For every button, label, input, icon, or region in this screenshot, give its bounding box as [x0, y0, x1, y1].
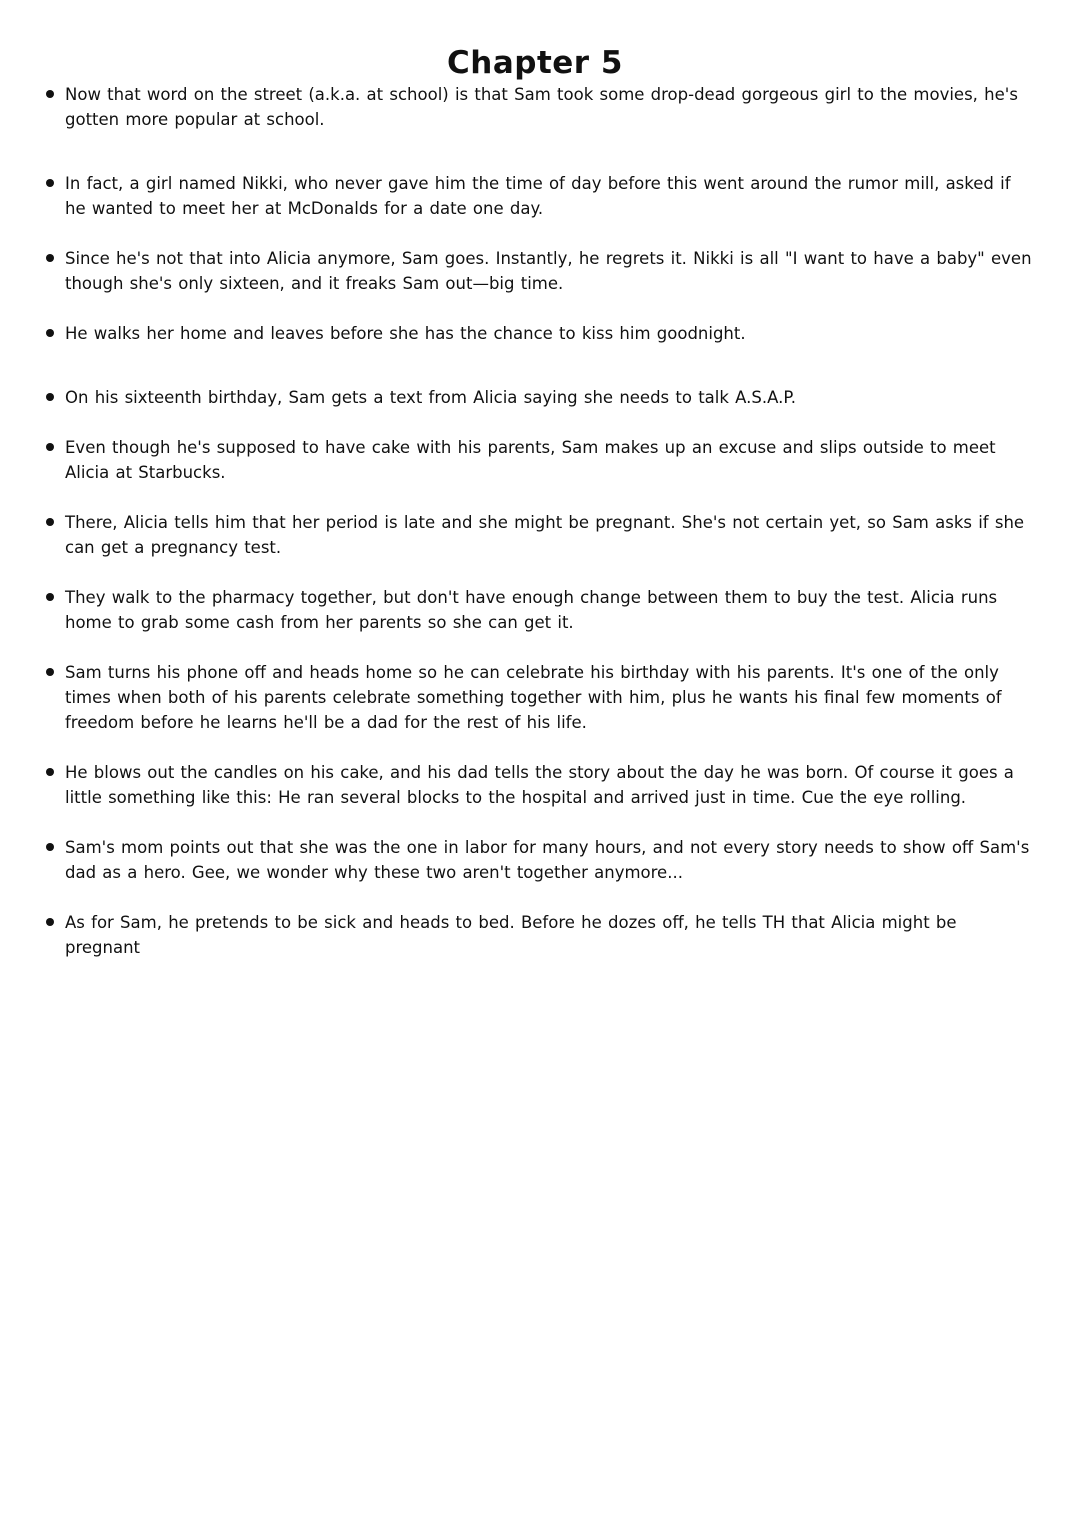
bullet-icon: [46, 393, 54, 401]
list-item-text: Now that word on the street (a.k.a. at school) is that Sam took some drop-dead gorgeous girl to the movies, he's gotten more popular at school.: [65, 85, 1018, 129]
list-item-text: There, Alicia tells him that her period is late and she might be pregnant. She's not certain yet, so Sam asks if she can get a pregnancy test.: [65, 513, 1025, 557]
list-item-text: As for Sam, he pretends to be sick and heads to bed. Before he dozes off, he tells TH that Alicia might be pregnant: [65, 913, 957, 957]
list-item: [44, 82, 1032, 132]
list-item: [44, 246, 1032, 296]
list-item: [44, 171, 1032, 221]
list-item-text: Sam's mom points out that she was the one in labor for many hours, and not every story needs to show off Sam's dad as a hero. Gee, we wonder why these two aren't together anymore...: [65, 838, 1030, 882]
bullet-icon: [46, 443, 54, 451]
page-title: Chapter 5: [447, 44, 623, 81]
list-item-text: In fact, a girl named Nikki, who never gave him the time of day before this went around the rumor mill, asked if he wanted to meet her at McDonalds for a date one day.: [65, 174, 1011, 218]
list-item: [44, 760, 1032, 810]
bullet-icon: [46, 768, 54, 776]
bullet-icon: [46, 329, 54, 337]
list-item-text: They walk to the pharmacy together, but don't have enough change between them to buy the test. Alicia runs home to grab some cash from her parents so she can get it.: [65, 588, 998, 632]
bullet-icon: [46, 518, 54, 526]
list-item: [44, 385, 1032, 410]
bullet-icon: [46, 254, 54, 262]
list-item: [44, 510, 1032, 560]
list-item-text: Even though he's supposed to have cake with his parents, Sam makes up an excuse and slips outside to meet Alicia at Starbucks.: [65, 438, 996, 482]
list-item-text: On his sixteenth birthday, Sam gets a text from Alicia saying she needs to talk A.S.A.P.: [65, 388, 797, 407]
bullet-icon: [46, 593, 54, 601]
list-item-text: He blows out the candles on his cake, and his dad tells the story about the day he was born. Of course it goes a little something like this: He ran several blocks to the hospital and arrived just in time. Cue the eye rolling.: [65, 763, 1014, 807]
bullet-icon: [46, 179, 54, 187]
list-item-text: Sam turns his phone off and heads home so he can celebrate his birthday with his parents. It's one of the only times when both of his parents celebrate something together with him, plus he wants his final few moments of freedom before he learns he'll be a dad for the rest of his life.: [65, 663, 1002, 732]
list-item: [44, 435, 1032, 485]
bullet-icon: [46, 668, 54, 676]
bullet-icon: [46, 918, 54, 926]
bullet-icon: [46, 90, 54, 98]
list-item-text: He walks her home and leaves before she has the chance to kiss him goodnight.: [65, 324, 746, 343]
bullet-icon: [46, 843, 54, 851]
list-item: [44, 660, 1032, 735]
list-item-text: Since he's not that into Alicia anymore, Sam goes. Instantly, he regrets it. Nikki is all "I want to have a baby" even though she's only sixteen, and it freaks Sam out—big time.: [65, 249, 1032, 293]
list-item: [44, 835, 1032, 885]
list-item: [44, 321, 1032, 346]
list-item: [44, 910, 1032, 960]
list-item: [44, 585, 1032, 635]
